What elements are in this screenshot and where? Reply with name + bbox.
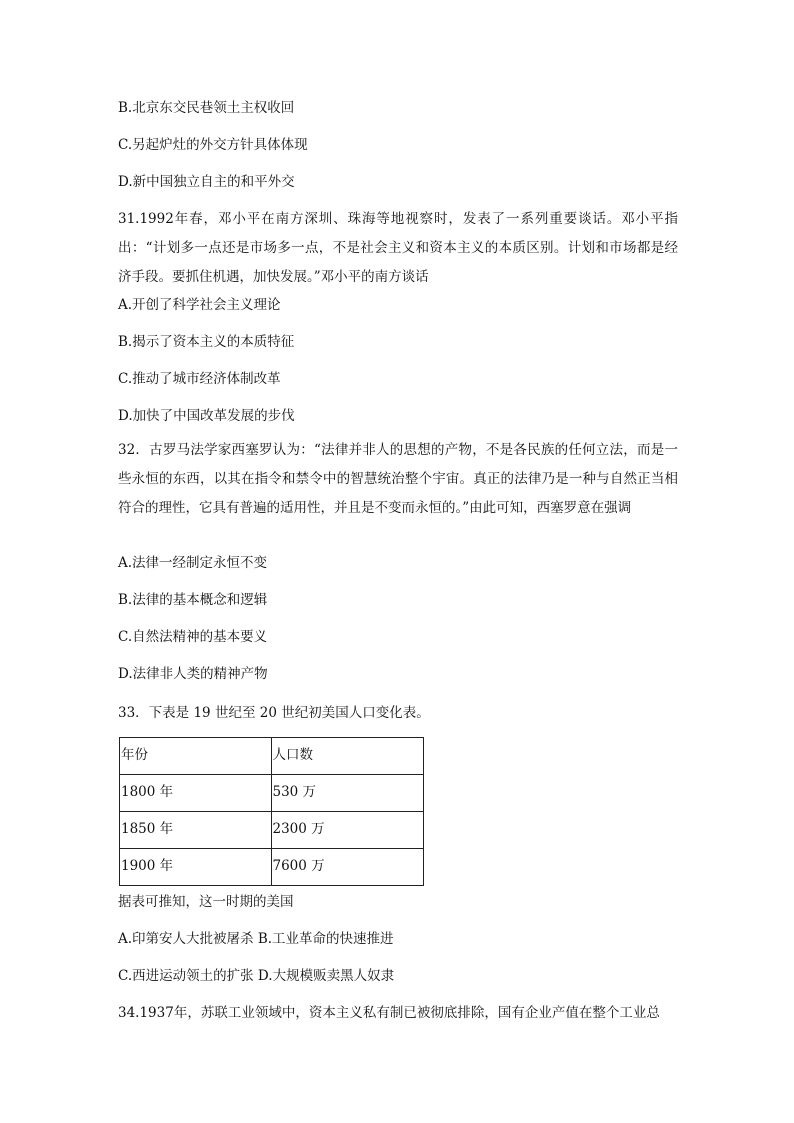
q31-option-b: B.揭示了资本主义的本质特征: [118, 334, 295, 350]
q33-options-ab: A.印第安人大批被屠杀 B.工业革命的快速推进: [118, 931, 394, 947]
q32-stem: 32．古罗马法学家西塞罗认为：“法律并非人的思想的产物，不是各民族的任何立法，而是一些永恒的东西，以其在指令和禁令中的智慧统治整个宇宙。真正的法律乃是一种与自然正当相符合的理性，它具有普遍的适用性，并且是不变而永恒的。”由此可知，西塞罗意在强调: [118, 442, 678, 516]
q31-stem: 31.1992年春，邓小平在南方深圳、珠海等地视察时，发表了一系列重要谈话。邓小平指出：“计划多一点还是市场多一点，不是社会主义和资本主义的本质区别。计划和市场都是经济手段。要抓住机遇，加快发展。”邓小平的南方谈话: [118, 211, 678, 285]
table-header-population: 人口数: [271, 738, 424, 775]
q30-option-d: D.新中国独立自主的和平外交: [118, 174, 295, 190]
table-cell-population: 530 万: [271, 775, 424, 812]
q32-option-c: C.自然法精神的基本要义: [118, 629, 268, 645]
q31-option-c: C.推动了城市经济体制改革: [118, 371, 281, 387]
table-cell-population: 7600 万: [271, 849, 424, 886]
q33-stem: 33．下表是 19 世纪至 20 世纪初美国人口变化表。: [118, 705, 430, 721]
table-header-year: 年份: [120, 738, 272, 775]
q30-option-c: C.另起炉灶的外交方针具体体现: [118, 137, 308, 153]
q33-options-cd: C.西进运动领土的扩张 D.大规模贩卖黑人奴隶: [118, 968, 395, 984]
population-table: [119, 737, 424, 886]
table-cell-year: 1800 年: [120, 775, 272, 812]
table-row: [120, 812, 424, 849]
q31-option-a: A.开创了科学社会主义理论: [118, 297, 281, 313]
table-cell-year: 1900 年: [120, 849, 272, 886]
table-header-row: [120, 738, 424, 775]
table-cell-population: 2300 万: [271, 812, 424, 849]
q31-option-d: D.加快了中国改革发展的步伐: [118, 408, 295, 424]
table-row: [120, 775, 424, 812]
q32-option-a: A.法律一经制定永恒不变: [118, 555, 268, 571]
table-row: [120, 849, 424, 886]
q30-option-b: B.北京东交民巷领土主权收回: [118, 100, 295, 116]
q32-option-d: D.法律非人类的精神产物: [118, 666, 268, 682]
table-cell-year: 1850 年: [120, 812, 272, 849]
q32-option-b: B.法律的基本概念和逻辑: [118, 592, 268, 608]
q34-stem: 34.1937年，苏联工业领域中，资本主义私有制已被彻底排除，国有企业产值在整个工业总: [118, 1005, 660, 1021]
q33-followup: 据表可推知，这一时期的美国: [118, 894, 294, 910]
